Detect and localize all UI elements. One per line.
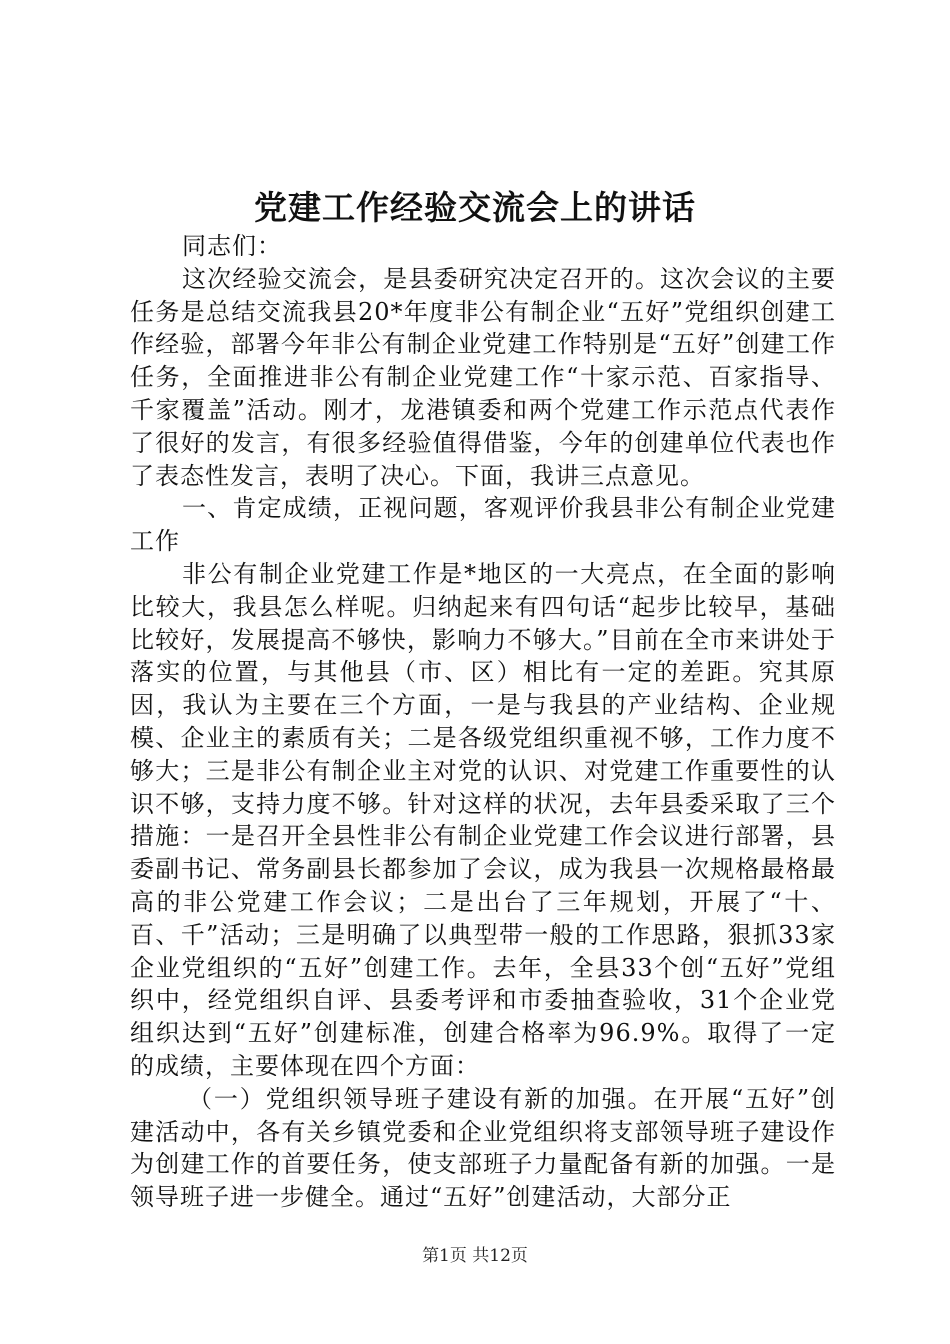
- paragraph-achievements: 非公有制企业党建工作是*地区的一大亮点，在全面的影响比较大，我县怎么样呢。归纳起来有四句话“起步比较早，基础比较好，发展提高不够快，影响力不够大。”目前在全市来讲处于落实的位置，与其他县（市、区）相比有一定的差距。究其原因，我认为主要在三个方面，一是与我县的产业结构、企业规模、企业主的素质有关；二是各级党组织重视不够，工作力度不够大；三是非公有制企业主对党的认识、对党建工作重要性的认识不够，支持力度不够。针对这样的状况，去年县委采取了三个措施：一是召开全县性非公有制企业党建工作会议进行部署，县委副书记、常务副县长都参加了会议，成为我县一次规格最格最高的非公党建工作会议；二是出台了三年规划，开展了“十、百、千”活动；三是明确了以典型带一般的工作思路，狠抓33家企业党组织的“五好”创建工作。去年，全县33个创“五好”党组织中，经党组织自评、县委考评和市委抽查验收，31个企业党组织达到“五好”创建标准，创建合格率为96.9%。取得了一定的成绩，主要体现在四个方面：: [130, 559, 836, 1080]
- document-title: 党建工作经验交流会上的讲话: [254, 188, 696, 227]
- document-body: [130, 230, 836, 1214]
- paragraph-intro: 这次经验交流会，是县委研究决定召开的。这次会议的主要任务是总结交流我县20*年度非公有制企业“五好”党组织创建工作经验，部署今年非公有制企业党建工作特别是“五好”创建工作任务，全面推进非公有制企业党建工作“十家示范、百家指导、千家覆盖”活动。刚才，龙港镇委和两个党建工作示范点代表作了很好的发言，有很多经验值得借鉴，今年的创建单位代表也作了表态性发言，表明了决心。下面，我讲三点意见。: [130, 264, 836, 490]
- section-heading-1: 一、肯定成绩，正视问题，客观评价我县非公有制企业党建工作: [130, 494, 836, 556]
- subsection-1: （一）党组织领导班子建设有新的加强。在开展“五好”创建活动中，各有关乡镇党委和企业党组织将支部领导班子建设作为创建工作的首要任务，使支部班子力量配备有新的加强。一是领导班子进一步健全。通过“五好”创建活动，大部分正: [130, 1084, 836, 1212]
- page-number-footer: 第1页 共12页: [422, 1246, 528, 1266]
- salutation: 同志们：: [182, 232, 282, 260]
